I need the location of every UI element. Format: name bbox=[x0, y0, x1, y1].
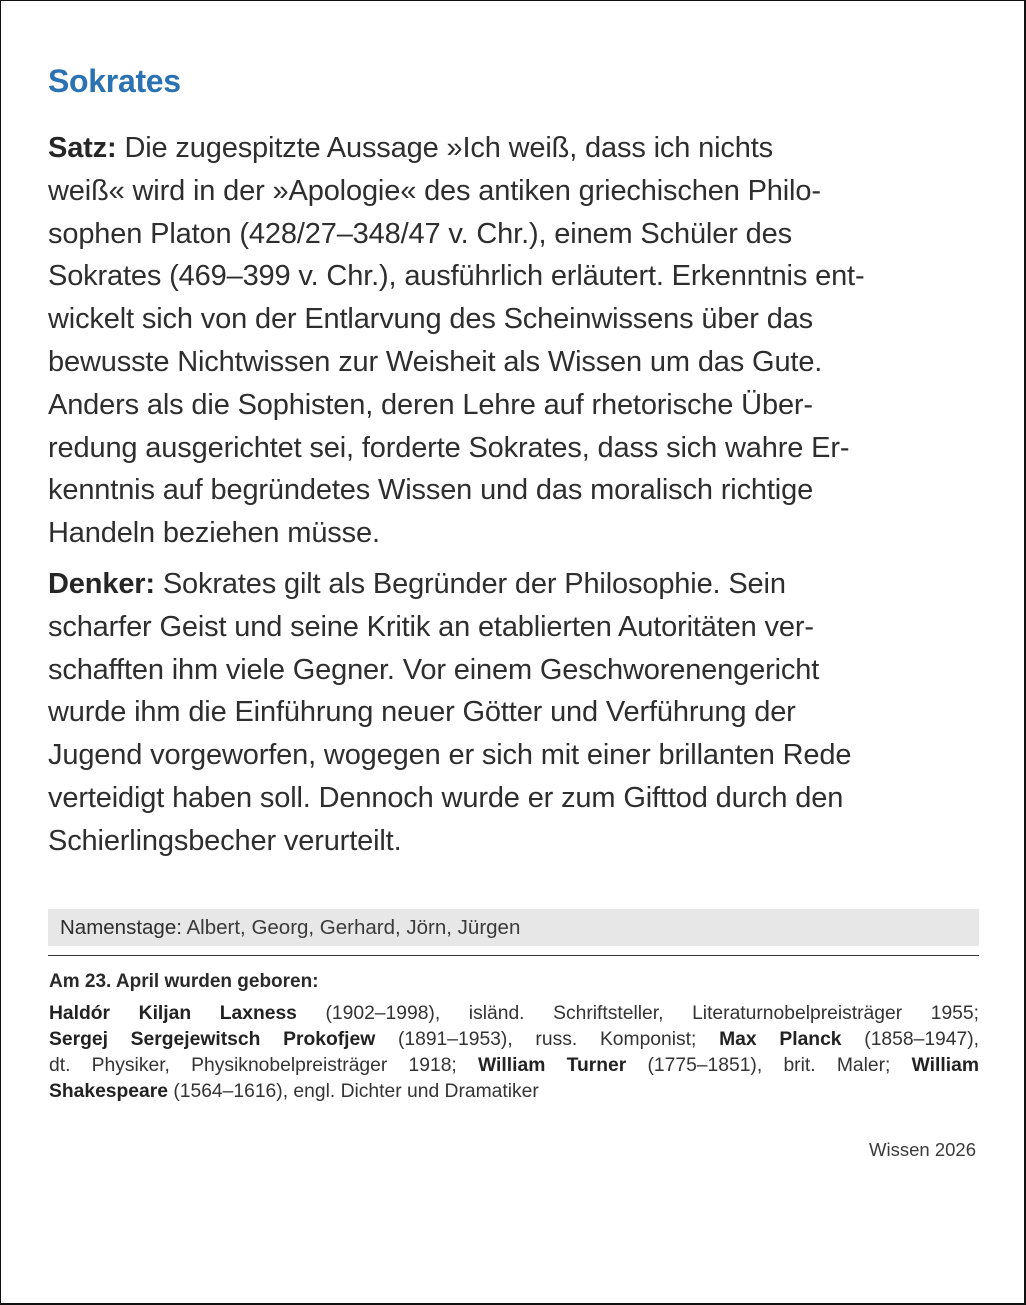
namenstage-label: Namenstage: bbox=[60, 916, 182, 939]
text-line: wurde ihm die Einführung neuer Götter und Verführung der bbox=[48, 696, 796, 729]
born-heading: Am 23. April wurden geboren: bbox=[49, 971, 319, 992]
satz-section bbox=[48, 127, 988, 555]
denker-section bbox=[48, 563, 988, 863]
text-line: Schierlingsbecher verurteilt. bbox=[48, 824, 402, 857]
person-name: Shakespeare bbox=[49, 1081, 168, 1102]
text-line: schafften ihm viele Gegner. Vor einem Geschworenengericht bbox=[48, 653, 820, 686]
page-title: Sokrates bbox=[48, 63, 181, 99]
text-line: Jugend vorgeworfen, wogegen er sich mit einer brillanten Rede bbox=[48, 739, 852, 772]
namenstage-box bbox=[48, 909, 979, 946]
namenstage-names: Albert, Georg, Gerhard, Jörn, Jürgen bbox=[181, 916, 521, 939]
born-line: Haldór Kiljan Laxness (1902–1998), isländ. Schriftsteller, Literaturnobelpreisträger 1955; bbox=[49, 1003, 979, 1024]
text-line: sophen Platon (428/27–348/47 v. Chr.), einem Schüler des bbox=[48, 217, 792, 250]
person-name: William Turner bbox=[478, 1055, 627, 1076]
person-name: Haldór Kiljan Laxness bbox=[49, 1003, 297, 1024]
denker-label: Denker: bbox=[48, 568, 155, 600]
text-line: bewusste Nichtwissen zur Weisheit als Wissen um das Gute. bbox=[48, 345, 823, 378]
text-line: weiß« wird in der »Apologie« des antiken griechischen Philo- bbox=[48, 174, 821, 207]
person-name: Max Planck bbox=[719, 1029, 842, 1050]
text-line: verteidigt haben soll. Dennoch wurde er zum Gifttod durch den bbox=[48, 781, 844, 814]
born-line: Sergej Sergejewitsch Prokofjew (1891–1953), russ. Komponist; Max Planck (1858–1947), bbox=[49, 1029, 979, 1050]
text-line: Anders als die Sophisten, deren Lehre auf rhetorische Über- bbox=[48, 388, 813, 421]
born-line: dt. Physiker, Physiknobelpreisträger 1918; William Turner (1775–1851), brit. Maler; William bbox=[49, 1055, 979, 1076]
text-line: Satz: Die zugespitzte Aussage »Ich weiß, dass ich nichts bbox=[48, 132, 774, 164]
text-line: scharfer Geist und seine Kritik an etablierten Autoritäten ver- bbox=[48, 610, 814, 643]
text-line: Denker: Sokrates gilt als Begründer der Philosophie. Sein bbox=[48, 568, 786, 600]
text-line: Sokrates (469–399 v. Chr.), ausführlich erläutert. Erkenntnis ent- bbox=[48, 260, 865, 293]
footer-brand: Wissen 2026 bbox=[869, 1139, 976, 1160]
born-list bbox=[49, 1001, 979, 1105]
text-line: wickelt sich von der Entlarvung des Scheinwissens über das bbox=[48, 303, 814, 336]
person-name: Sergej Sergejewitsch Prokofjew bbox=[49, 1029, 376, 1050]
person-name: William bbox=[911, 1055, 979, 1076]
text-line: redung ausgerichtet sei, forderte Sokrates, dass sich wahre Er- bbox=[48, 431, 850, 464]
satz-label: Satz: bbox=[48, 132, 117, 164]
text-line: Handeln beziehen müsse. bbox=[48, 517, 380, 550]
divider bbox=[48, 955, 979, 956]
text-line: kenntnis auf begründetes Wissen und das moralisch richtige bbox=[48, 474, 814, 507]
born-line: Shakespeare (1564–1616), engl. Dichter und Dramatiker bbox=[49, 1081, 539, 1102]
